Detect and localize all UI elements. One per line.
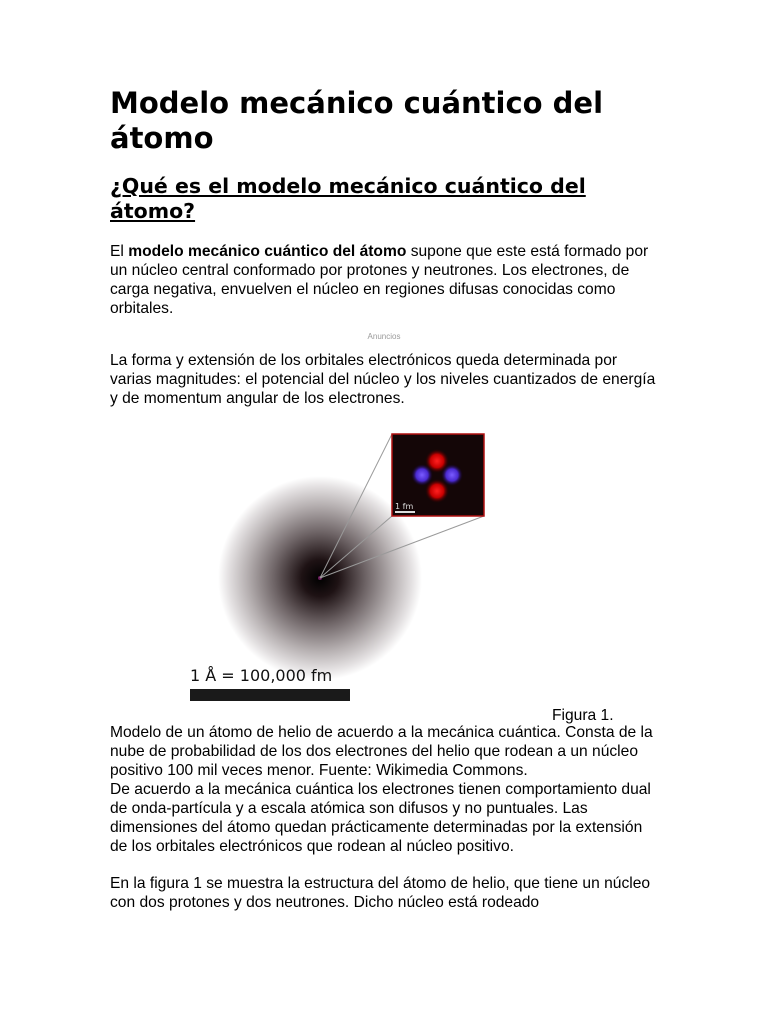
nucleus-inset: [392, 434, 484, 516]
atom-illustration: [110, 428, 658, 728]
scale-bar: [190, 689, 350, 701]
intro-rest: supone que este está formado por un núcleo central conformado por protones y neutrones. Los electrones, de carga negativa, envuelven el núcleo en regiones difusas conocidas como orbitales.: [110, 243, 649, 317]
figure-caption-text: Modelo de un átomo de helio de acuerdo a la mecánica cuántica. Consta de la nube de probabilidad de los dos electrones del helio que rodean a un núcleo positivo 100 mil veces menor. Fuente: Wikimedia Commons.: [110, 724, 653, 779]
intro-bold-term: modelo mecánico cuántico del átomo: [128, 243, 407, 260]
document-page: [110, 86, 658, 912]
wave-particle-paragraph: De acuerdo a la mecánica cuántica los electrones tienen comportamiento dual de onda-partícula y a escala atómica son difusos y no puntuales. Las dimensiones del átomo quedan prácticamente determinadas por la extensión de los orbitales electrónicos que rodean al núcleo positivo.: [110, 781, 651, 855]
ads-label: Anuncios: [367, 332, 401, 341]
page-title: Modelo mecánico cuántico del átomo: [110, 86, 604, 155]
scale-label: 1 Å = 100,000 fm: [190, 666, 333, 685]
inset-scale-label: 1 fm: [395, 502, 414, 511]
intro-prefix: El: [110, 243, 129, 260]
helium-structure-paragraph: En la figura 1 se muestra la estructura del átomo de helio, que tiene un núcleo con dos protones y dos neutrones. Dicho núcleo está rodeado: [110, 875, 651, 911]
helium-atom-figure: [110, 428, 658, 724]
neutron-left: [411, 464, 433, 486]
intro-paragraph: [110, 242, 658, 318]
neutron-right: [441, 464, 463, 486]
section-heading: ¿Qué es el modelo mecánico cuántico del átomo?: [110, 174, 586, 223]
orbitals-paragraph: La forma y extensión de los orbitales electrónicos queda determinada por varias magnitudes: el potencial del núcleo y los niveles cuantizados de energía y de momentum angular de los electrones.: [110, 352, 656, 407]
figure-caption-label: Figura 1.: [552, 707, 614, 724]
